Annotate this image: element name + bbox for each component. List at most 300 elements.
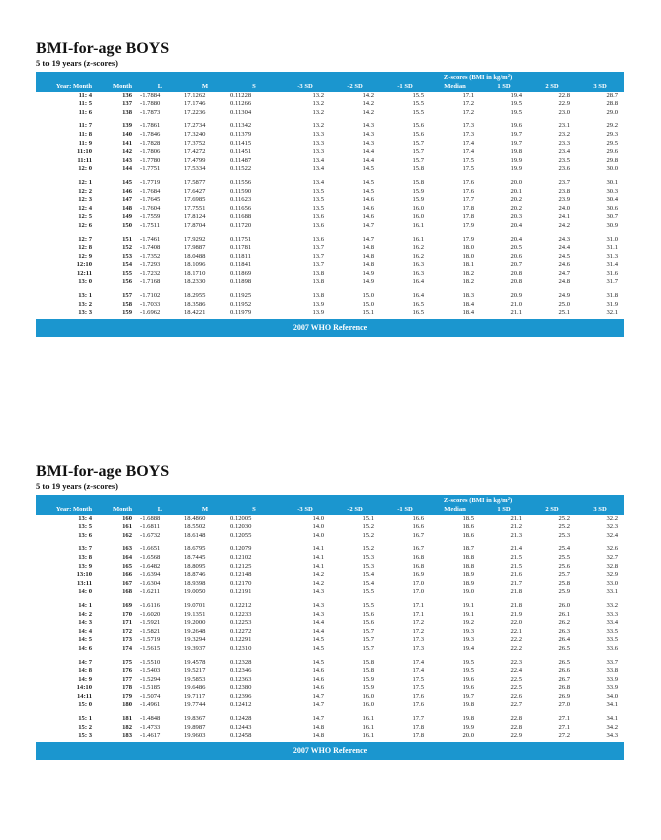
cell-plus2sd: 26.4 [558,636,571,644]
cell-month: 173 [122,636,132,644]
cell-year-month: 13: 9 [78,562,92,570]
cell-plus2sd: 25.7 [558,571,571,579]
cell-s-value: 0.12443 [230,723,252,731]
cell-month: 183 [122,732,132,740]
cell-l-value: -1.7168 [140,278,161,286]
cell-plus2sd: 24.4 [558,244,571,252]
cell-plus2sd: 26.7 [558,675,571,683]
table-row [36,188,624,197]
cell-plus3sd: 34.0 [606,692,619,700]
cell-plus3sd: 31.7 [606,278,619,286]
cell-month: 136 [122,91,132,99]
cell-plus2sd: 27.1 [558,715,571,723]
column-header-minus3sd: -3 SD [280,506,330,515]
cell-month: 181 [122,715,132,723]
cell-minus2sd: 15.7 [362,644,374,652]
cell-median: 19.0 [462,588,474,596]
cell-year-month: 13:10 [76,571,92,579]
cell-m-value: 17.4272 [184,148,206,156]
cell-month: 172 [122,627,132,635]
table-footer: 2007 WHO Reference [36,742,624,760]
bmi-table-block-1 [36,40,624,337]
cell-plus3sd: 31.8 [606,292,619,300]
cell-plus3sd: 29.0 [606,108,619,116]
cell-l-value: -1.7511 [140,221,161,229]
cell-year-month: 13: 5 [78,523,92,531]
cell-plus1sd: 19.5 [510,100,522,108]
cell-s-value: 0.12125 [230,562,252,570]
cell-s-value: 0.11590 [230,187,252,195]
cell-year-month: 11:11 [77,156,92,164]
cell-l-value: -1.7033 [140,300,161,308]
table-row [36,100,624,109]
table-row [36,684,624,693]
cell-month: 157 [122,292,132,300]
bmi-table [36,72,624,318]
cell-plus3sd: 29.5 [606,139,619,147]
cell-m-value: 19.9603 [184,732,206,740]
cell-s-value: 0.11266 [230,100,252,108]
table-row [36,628,624,637]
zscore-header-row [36,495,624,506]
cell-l-value: -1.7828 [140,139,161,147]
cell-minus3sd: 13.7 [312,261,324,269]
cell-year-month: 12:10 [76,261,92,269]
column-header-m-value: M [182,506,228,515]
cell-median: 19.5 [462,667,474,675]
cell-median: 18.9 [462,579,474,587]
cell-year-month: 12: 3 [78,196,92,204]
cell-minus2sd: 15.9 [362,675,374,683]
cell-plus2sd: 26.3 [558,627,571,635]
cell-l-value: -1.7102 [140,292,161,300]
cell-median: 18.2 [462,278,474,286]
cell-s-value: 0.11304 [230,108,252,116]
cell-minus3sd: 13.6 [312,235,324,243]
cell-plus2sd: 26.6 [558,667,571,675]
cell-s-value: 0.12428 [230,715,252,723]
cell-median: 17.1 [462,91,474,99]
cell-plus1sd: 21.1 [510,309,522,317]
cell-l-value: -1.6211 [140,588,161,596]
cell-year-month: 15: 1 [78,715,92,723]
cell-minus3sd: 13.2 [312,91,324,99]
cell-plus3sd: 31.3 [606,252,619,260]
cell-m-value: 19.8987 [184,723,206,731]
table-row [36,157,624,166]
cell-minus3sd: 14.7 [312,692,324,700]
cell-month: 160 [122,514,132,522]
cell-minus3sd: 13.4 [312,178,324,186]
cell-m-value: 17.7551 [184,204,206,212]
column-header-plus2sd: 2 SD [528,506,576,515]
cell-m-value: 17.2236 [184,108,206,116]
cell-month: 140 [122,130,132,138]
cell-median: 17.3 [462,122,474,130]
cell-plus2sd: 23.2 [558,130,571,138]
cell-plus1sd: 20.9 [510,292,522,300]
cell-l-value: -1.5294 [140,675,161,683]
cell-s-value: 0.12212 [230,601,252,609]
table-row [36,222,624,231]
cell-month: 165 [122,562,132,570]
cell-m-value: 18.7445 [184,553,206,561]
cell-l-value: -1.7461 [140,235,161,243]
cell-year-month: 12: 9 [78,252,92,260]
cell-year-month: 15: 0 [78,701,92,709]
cell-s-value: 0.11869 [230,269,252,277]
cell-l-value: -1.7684 [140,187,161,195]
cell-minus1sd: 17.3 [412,644,424,652]
cell-minus1sd: 17.1 [412,610,424,618]
cell-plus2sd: 24.8 [558,278,571,286]
cell-s-value: 0.12396 [230,692,252,700]
cell-l-value: -1.5719 [140,636,161,644]
cell-s-value: 0.12412 [230,701,252,709]
cell-l-value: -1.6888 [140,514,161,522]
cell-median: 18.6 [462,531,474,539]
cell-plus3sd: 29.8 [606,156,619,164]
cell-plus3sd: 33.1 [606,588,619,596]
column-header-month: Month [100,83,138,92]
cell-l-value: -1.5074 [140,692,161,700]
table-row [36,715,624,724]
cell-month: 180 [122,701,132,709]
cell-s-value: 0.12170 [230,579,252,587]
cell-plus1sd: 22.1 [510,627,522,635]
table-row [36,619,624,628]
cell-l-value: -1.5185 [140,684,161,692]
table-row [36,701,624,710]
cell-m-value: 17.6985 [184,196,206,204]
cell-plus3sd: 30.1 [606,178,619,186]
cell-median: 19.3 [462,627,474,635]
cell-minus2sd: 15.8 [362,658,374,666]
cell-minus2sd: 14.4 [362,156,374,164]
table-row [36,261,624,270]
cell-minus3sd: 13.9 [312,300,324,308]
cell-minus3sd: 13.5 [312,187,324,195]
cell-median: 17.9 [462,235,474,243]
cell-l-value: -1.7232 [140,269,161,277]
cell-year-month: 12: 4 [78,204,92,212]
cell-month: 164 [122,553,132,561]
cell-l-value: -1.6811 [140,523,161,531]
cell-plus1sd: 22.6 [510,692,522,700]
cell-m-value: 18.6795 [184,545,206,553]
cell-plus1sd: 21.4 [510,545,522,553]
cell-minus1sd: 16.2 [412,252,424,260]
cell-median: 18.6 [462,523,474,531]
cell-year-month: 11:10 [76,148,92,156]
cell-year-month: 13: 1 [78,292,92,300]
cell-median: 20.0 [462,732,474,740]
cell-month: 177 [122,675,132,683]
column-header-s-value: S [228,506,280,515]
cell-minus3sd: 13.2 [312,100,324,108]
cell-minus1sd: 16.0 [412,213,424,221]
cell-minus1sd: 16.3 [412,269,424,277]
cell-s-value: 0.11522 [230,165,252,173]
cell-minus3sd: 14.8 [312,732,324,740]
cell-m-value: 19.3294 [184,636,206,644]
cell-plus2sd: 27.0 [558,701,571,709]
cell-month: 142 [122,148,132,156]
cell-plus3sd: 33.9 [606,684,619,692]
cell-l-value: -1.7880 [140,100,161,108]
cell-l-value: -1.4733 [140,723,161,731]
cell-plus3sd: 32.1 [606,309,619,317]
cell-minus2sd: 15.4 [362,571,374,579]
table-row [36,611,624,620]
cell-plus3sd: 32.3 [606,523,619,531]
cell-m-value: 18.5502 [184,523,206,531]
column-header-row [36,83,624,92]
table-row [36,205,624,214]
cell-minus1sd: 17.6 [412,701,424,709]
cell-minus1sd: 16.9 [412,571,424,579]
cell-median: 18.8 [462,562,474,570]
cell-l-value: -1.6304 [140,579,161,587]
cell-year-month: 12:11 [76,269,92,277]
cell-minus1sd: 17.3 [412,636,424,644]
cell-year-month: 11: 9 [78,139,92,147]
cell-m-value: 17.1262 [184,91,206,99]
cell-year-month: 14:10 [76,684,92,692]
cell-minus3sd: 13.8 [312,278,324,286]
cell-minus2sd: 15.4 [362,579,374,587]
cell-minus3sd: 14.7 [312,701,324,709]
cell-month: 148 [122,204,132,212]
cell-month: 168 [122,588,132,596]
cell-minus1sd: 16.3 [412,261,424,269]
table-row [36,309,624,318]
column-header-median: Median [430,83,480,92]
cell-plus3sd: 29.3 [606,130,619,138]
cell-minus3sd: 13.8 [312,292,324,300]
cell-month: 178 [122,684,132,692]
cell-minus2sd: 16.1 [362,715,374,723]
cell-m-value: 18.4221 [184,309,206,317]
cell-year-month: 14: 4 [78,627,92,635]
column-header-minus1sd: -1 SD [380,83,430,92]
cell-minus1sd: 17.2 [412,627,424,635]
cell-l-value: -1.5821 [140,627,161,635]
cell-minus2sd: 15.3 [362,553,374,561]
cell-l-value: -1.4848 [140,715,161,723]
cell-plus1sd: 22.8 [510,715,522,723]
cell-plus3sd: 33.2 [606,601,619,609]
cell-median: 19.9 [462,723,474,731]
cell-median: 18.5 [462,514,474,522]
cell-month: 161 [122,523,132,531]
column-header-m-value: M [182,83,228,92]
cell-median: 17.6 [462,178,474,186]
cell-year-month: 11: 8 [78,130,92,138]
cell-year-month: 14:11 [76,692,92,700]
cell-year-month: 14: 1 [78,601,92,609]
cell-year-month: 15: 2 [78,723,92,731]
cell-plus1sd: 20.8 [510,278,522,286]
cell-s-value: 0.12148 [230,571,252,579]
cell-l-value: -1.7352 [140,252,161,260]
cell-minus2sd: 14.5 [362,178,374,186]
cell-plus1sd: 19.7 [510,130,522,138]
cell-l-value: -1.7719 [140,178,161,186]
cell-m-value: 18.1710 [184,269,206,277]
cell-minus2sd: 15.6 [362,619,374,627]
cell-median: 18.4 [462,300,474,308]
cell-minus2sd: 14.5 [362,187,374,195]
cell-minus1sd: 17.4 [412,658,424,666]
column-header-median: Median [430,506,480,515]
cell-l-value: -1.6568 [140,553,161,561]
cell-minus3sd: 13.5 [312,204,324,212]
cell-minus2sd: 15.0 [362,300,374,308]
cell-plus1sd: 22.3 [510,658,522,666]
column-header-minus3sd: -3 SD [280,83,330,92]
cell-m-value: 17.5877 [184,178,206,186]
table-row [36,253,624,262]
cell-minus3sd: 14.0 [312,523,324,531]
cell-minus1sd: 16.8 [412,553,424,561]
cell-m-value: 18.8095 [184,562,206,570]
column-header-row [36,506,624,515]
column-header-l-value: L [138,83,182,92]
cell-plus2sd: 25.8 [558,579,571,587]
cell-minus2sd: 15.0 [362,292,374,300]
cell-minus1sd: 16.2 [412,244,424,252]
cell-minus1sd: 15.6 [412,122,424,130]
cell-plus2sd: 25.5 [558,553,571,561]
cell-s-value: 0.11979 [230,309,252,317]
cell-plus1sd: 19.6 [510,122,522,130]
cell-s-value: 0.11556 [230,178,252,186]
cell-m-value: 19.4578 [184,658,206,666]
cell-s-value: 0.12328 [230,658,252,666]
cell-plus3sd: 31.0 [606,235,619,243]
table-row [36,179,624,188]
cell-year-month: 13: 4 [78,514,92,522]
cell-plus2sd: 24.5 [558,252,571,260]
cell-plus2sd: 25.9 [558,588,571,596]
cell-month: 137 [122,100,132,108]
cell-median: 17.4 [462,148,474,156]
cell-minus1sd: 17.8 [412,723,424,731]
cell-minus2sd: 15.1 [362,514,374,522]
table-row [36,292,624,301]
cell-s-value: 0.11342 [230,122,252,130]
cell-month: 138 [122,108,132,116]
cell-median: 19.3 [462,636,474,644]
cell-m-value: 19.1351 [184,610,206,618]
cell-minus1sd: 17.0 [412,588,424,596]
cell-plus1sd: 21.5 [510,553,522,561]
cell-plus1sd: 20.0 [510,178,522,186]
cell-l-value: -1.7873 [140,108,161,116]
cell-minus1sd: 17.6 [412,692,424,700]
cell-m-value: 19.2000 [184,619,206,627]
cell-m-value: 17.8124 [184,213,206,221]
cell-plus1sd: 21.1 [510,514,522,522]
cell-plus1sd: 22.9 [510,732,522,740]
cell-month: 139 [122,122,132,130]
cell-minus3sd: 13.8 [312,269,324,277]
cell-s-value: 0.12233 [230,610,252,618]
cell-m-value: 17.3240 [184,130,206,138]
cell-plus1sd: 20.3 [510,213,522,221]
cell-month: 153 [122,252,132,260]
cell-m-value: 18.2955 [184,292,206,300]
cell-plus3sd: 32.8 [606,562,619,570]
cell-minus1sd: 15.7 [412,156,424,164]
cell-year-month: 11: 6 [78,108,92,116]
cell-plus2sd: 26.2 [558,619,571,627]
cell-l-value: -1.7293 [140,261,161,269]
cell-median: 18.8 [462,553,474,561]
cell-l-value: -1.6394 [140,571,161,579]
cell-plus2sd: 24.7 [558,269,571,277]
cell-median: 17.5 [462,165,474,173]
cell-plus1sd: 20.7 [510,261,522,269]
cell-minus1sd: 17.0 [412,579,424,587]
cell-minus1sd: 16.4 [412,292,424,300]
cell-year-month: 14: 2 [78,610,92,618]
cell-l-value: -1.6962 [140,309,161,317]
cell-m-value: 18.8746 [184,571,206,579]
cell-minus3sd: 14.6 [312,675,324,683]
cell-plus1sd: 22.7 [510,701,522,709]
cell-plus2sd: 26.5 [558,658,571,666]
table-row [36,563,624,572]
cell-minus2sd: 16.1 [362,732,374,740]
column-header-month: Month [100,506,138,515]
cell-minus2sd: 14.2 [362,91,374,99]
cell-minus3sd: 14.5 [312,658,324,666]
cell-s-value: 0.11487 [230,156,252,164]
cell-plus1sd: 19.5 [510,108,522,116]
cell-median: 19.4 [462,644,474,652]
table-row [36,571,624,580]
cell-month: 158 [122,300,132,308]
table-subtitle: 5 to 19 years (z-scores) [36,481,118,491]
zscore-header: Z-scores (BMI in $kg/m^2$) [380,495,576,506]
cell-plus2sd: 25.6 [558,562,571,570]
cell-median: 19.8 [462,701,474,709]
cell-plus2sd: 23.1 [558,122,571,130]
cell-m-value: 17.5334 [184,165,206,173]
cell-s-value: 0.11781 [230,244,252,252]
cell-plus3sd: 29.2 [606,122,619,130]
cell-plus1sd: 21.3 [510,531,522,539]
cell-minus2sd: 14.2 [362,108,374,116]
cell-median: 19.6 [462,684,474,692]
cell-minus3sd: 14.0 [312,514,324,522]
table-row [36,693,624,702]
cell-m-value: 19.5217 [184,667,206,675]
cell-minus2sd: 14.7 [362,221,374,229]
table-row [36,732,624,741]
cell-minus3sd: 13.3 [312,130,324,138]
cell-plus3sd: 34.1 [606,701,619,709]
cell-l-value: -1.7408 [140,244,161,252]
cell-month: 175 [122,658,132,666]
cell-minus1sd: 15.7 [412,148,424,156]
table-row [36,122,624,131]
cell-plus3sd: 34.2 [606,723,619,731]
cell-plus3sd: 31.4 [606,261,619,269]
cell-s-value: 0.12310 [230,644,252,652]
